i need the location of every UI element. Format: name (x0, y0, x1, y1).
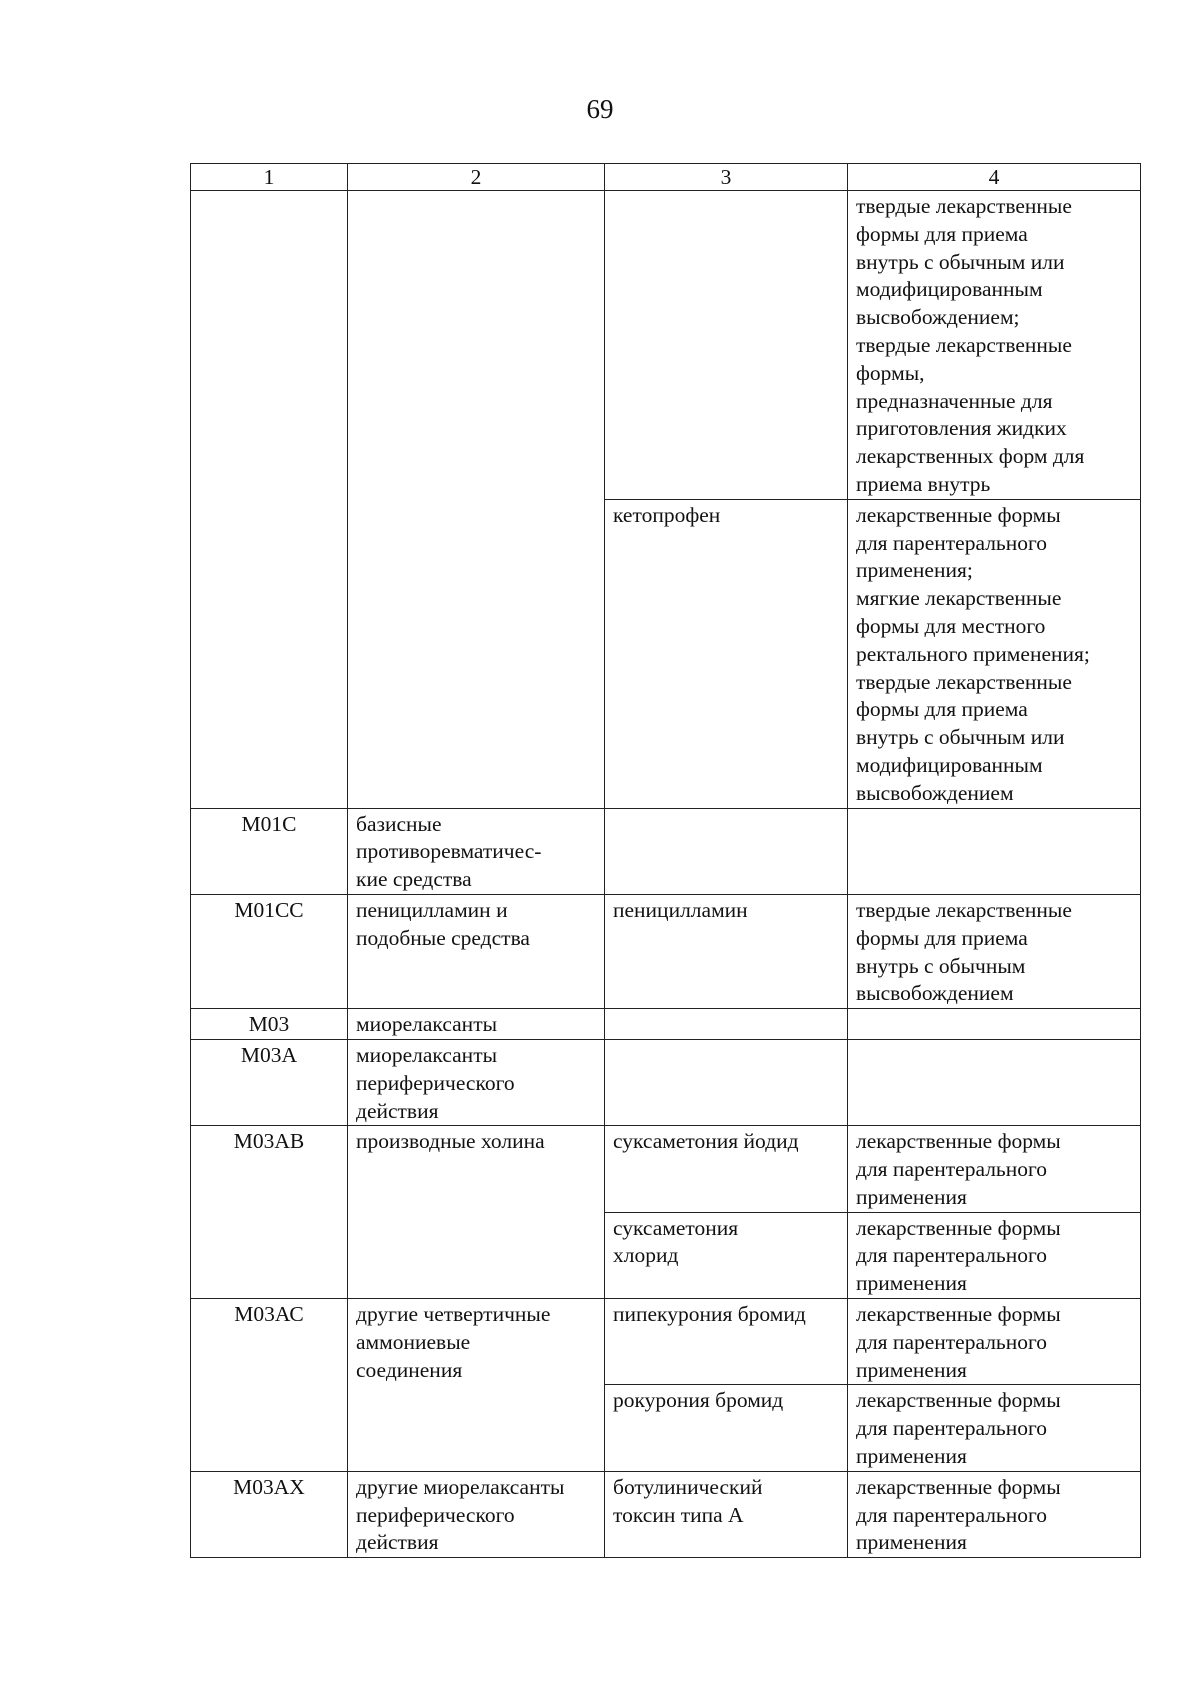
cell-line: лекарственных форм для (856, 444, 1085, 469)
table-row (191, 1039, 1141, 1125)
cell-line: формы для приема (856, 697, 1028, 722)
cell-line: применения; (856, 558, 973, 583)
drug-cell (605, 191, 848, 500)
cell-line: ректального применения; (856, 641, 1090, 666)
cell-line: твердые лекарственные (856, 669, 1072, 694)
cell-line: для парентерального (856, 530, 1048, 555)
cell-line: производные холина (356, 1129, 545, 1154)
cell-line: формы для приема (856, 221, 1028, 246)
cell-line: хлорид (613, 1243, 679, 1268)
forms-cell (848, 499, 1141, 808)
drug-cell (605, 1471, 848, 1557)
cell-line: лекарственные формы (856, 502, 1061, 527)
cell-line: мягкие лекарственные (856, 586, 1062, 611)
cell-line: внутрь с обычным или (856, 725, 1065, 750)
table-row (191, 191, 1141, 500)
cell-line: аммониевые (356, 1329, 471, 1354)
cell-line: лекарственные формы (856, 1302, 1061, 1327)
cell-line: применения (856, 1444, 967, 1469)
cell-line: высвобождением (856, 780, 1014, 805)
forms-cell (848, 1212, 1141, 1298)
cell-line: периферического (356, 1070, 515, 1095)
cell-line: формы для приема (856, 925, 1028, 950)
table-row (191, 1471, 1141, 1557)
forms-cell (848, 191, 1141, 500)
cell-line: суксаметония (613, 1215, 739, 1240)
cell-line: соединения (356, 1357, 463, 1382)
cell-line: применения (856, 1357, 967, 1382)
table-row (191, 1126, 1141, 1212)
cell-line: другие четвертичные (356, 1302, 551, 1327)
cell-line: для парентерального (856, 1243, 1048, 1268)
cell-line: применения (856, 1184, 967, 1209)
table-row (191, 1299, 1141, 1385)
atc-code-cell: М03 (191, 1009, 348, 1040)
group-cell (348, 191, 605, 809)
page-number: 69 (586, 94, 614, 124)
group-cell (348, 1471, 605, 1557)
group-cell (348, 1299, 605, 1472)
group-cell (348, 1039, 605, 1125)
cell-line: миорелаксанты (356, 1012, 498, 1037)
cell-line: пеницилламин (613, 897, 748, 922)
atc-code-cell (191, 191, 348, 809)
cell-line: для парентерального (856, 1329, 1048, 1354)
drug-cell (605, 1385, 848, 1471)
cell-line: лекарственные формы (856, 1474, 1061, 1499)
table-row (191, 808, 1141, 894)
cell-line: лекарственные формы (856, 1215, 1061, 1240)
atc-code-cell: М03АВ (191, 1126, 348, 1299)
cell-line: твердые лекарственные (856, 332, 1072, 357)
cell-line: другие миорелаксанты (356, 1474, 565, 1499)
drug-cell (605, 1039, 848, 1125)
column-header-1: 1 (191, 164, 348, 191)
cell-line: лекарственные формы (856, 1129, 1061, 1154)
cell-line: миорелаксанты (356, 1042, 498, 1067)
atc-code-cell: М03АХ (191, 1471, 348, 1557)
column-header-2: 2 (348, 164, 605, 191)
cell-line: пеницилламин и (356, 897, 508, 922)
cell-line: лекарственные формы (856, 1388, 1061, 1413)
cell-line: действия (356, 1530, 439, 1555)
drug-cell (605, 808, 848, 894)
cell-line: для парентерального (856, 1416, 1048, 1441)
cell-line: внутрь с обычным или (856, 249, 1065, 274)
cell-line: приема внутрь (856, 471, 991, 496)
drug-table (190, 163, 1141, 1558)
drug-cell (605, 1212, 848, 1298)
cell-line: для парентерального (856, 1157, 1048, 1182)
group-cell (348, 1126, 605, 1299)
cell-line: рокурония бромид (613, 1388, 784, 1413)
forms-cell (848, 894, 1141, 1008)
cell-line: базисные (356, 811, 442, 836)
header-row (191, 164, 1141, 191)
cell-line: модифицированным (856, 277, 1043, 302)
column-header-4: 4 (848, 164, 1141, 191)
forms-cell (848, 1385, 1141, 1471)
drug-cell (605, 894, 848, 1008)
drug-cell (605, 1009, 848, 1040)
cell-line: кетопрофен (613, 502, 721, 527)
atc-code-cell: М03АС (191, 1299, 348, 1472)
cell-line: действия (356, 1098, 439, 1123)
cell-line: предназначенные для (856, 388, 1053, 413)
forms-cell (848, 1009, 1141, 1040)
cell-line: ботулинический (613, 1474, 763, 1499)
forms-cell (848, 1471, 1141, 1557)
cell-line: применения (856, 1530, 967, 1555)
cell-line: кие средства (356, 867, 472, 892)
cell-line: модифицированным (856, 752, 1043, 777)
group-cell (348, 894, 605, 1008)
forms-cell (848, 1039, 1141, 1125)
cell-line: формы для местного (856, 613, 1046, 638)
cell-line: твердые лекарственные (856, 194, 1072, 218)
column-header-3: 3 (605, 164, 848, 191)
drug-cell (605, 1299, 848, 1385)
table-row (191, 1009, 1141, 1040)
cell-line: формы, (856, 360, 925, 385)
cell-line: применения (856, 1271, 967, 1296)
cell-line: периферического (356, 1502, 515, 1527)
table-row (191, 894, 1141, 1008)
cell-line: для парентерального (856, 1502, 1048, 1527)
atc-code-cell: М03А (191, 1039, 348, 1125)
cell-line: твердые лекарственные (856, 897, 1072, 922)
atc-code-cell: М01СС (191, 894, 348, 1008)
cell-line: подобные средства (356, 925, 530, 950)
forms-cell (848, 808, 1141, 894)
cell-line: внутрь с обычным (856, 953, 1026, 978)
cell-line: токсин типа А (613, 1502, 744, 1527)
atc-code-cell: М01С (191, 808, 348, 894)
cell-line: приготовления жидких (856, 416, 1067, 441)
cell-line: высвобождением (856, 981, 1014, 1006)
forms-cell (848, 1126, 1141, 1212)
drug-cell (605, 1126, 848, 1212)
cell-line: противоревматичес- (356, 839, 542, 864)
drug-cell (605, 499, 848, 808)
forms-cell (848, 1299, 1141, 1385)
cell-line: суксаметония йодид (613, 1129, 799, 1154)
cell-line: высвобождением; (856, 305, 1020, 330)
group-cell (348, 1009, 605, 1040)
group-cell (348, 808, 605, 894)
cell-line: пипекурония бромид (613, 1302, 806, 1327)
